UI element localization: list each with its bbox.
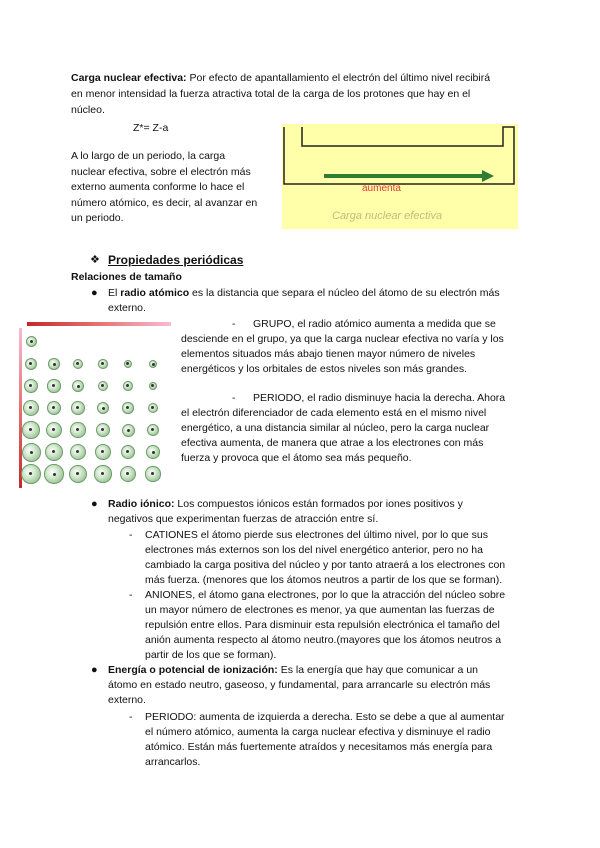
atom-sphere bbox=[70, 444, 87, 461]
atom-nucleus bbox=[126, 406, 129, 409]
atom-sphere bbox=[71, 401, 85, 415]
atom-sphere bbox=[45, 443, 63, 461]
atom-nucleus bbox=[101, 428, 104, 431]
grupo-dash: - bbox=[232, 318, 236, 330]
radio-ionico-line1 bbox=[108, 497, 463, 513]
atom-nucleus bbox=[126, 362, 129, 365]
atom-sphere bbox=[95, 444, 111, 460]
atom-sphere bbox=[73, 359, 83, 369]
atom-sphere bbox=[122, 424, 135, 437]
carga-paragraph-line1: A lo largo de un periodo, la carga bbox=[71, 150, 226, 162]
atom-sphere bbox=[23, 400, 39, 416]
atom-nucleus bbox=[76, 472, 79, 475]
atom-nucleus bbox=[101, 450, 104, 453]
radio-atomico-l1-post: es la distancia que separa el núcleo del átomo de su electrón más bbox=[189, 287, 500, 299]
carga-intro bbox=[71, 71, 531, 87]
atom-nucleus bbox=[29, 384, 32, 387]
atom-sphere bbox=[149, 360, 157, 368]
atom-sphere bbox=[123, 381, 133, 391]
periodo-dash: - bbox=[232, 392, 236, 404]
atom-sphere bbox=[97, 402, 110, 415]
atom-sphere bbox=[46, 422, 62, 438]
propiedades-heading: Propiedades periódicas bbox=[108, 253, 244, 267]
radio-atomico-l1-pre: El bbox=[108, 287, 121, 299]
energia-l1-post: Es la energía que hay que comunicar a un bbox=[277, 664, 478, 676]
atom-nucleus bbox=[101, 384, 104, 387]
radio-atomico-line2: externo. bbox=[108, 302, 146, 314]
aniones-line5: partir de los que se forman). bbox=[145, 649, 277, 661]
atom-nucleus bbox=[29, 362, 32, 365]
carga-paragraph-line3: externo aumenta conforme lo hace el bbox=[71, 181, 245, 193]
energia-title: Energía o potencial de ionización: bbox=[108, 664, 278, 676]
aniones-line2: un mayor número de electrones es menor, ya que aumentan las fuerzas de bbox=[145, 604, 495, 616]
atom-sphere bbox=[146, 445, 160, 459]
atom-nucleus bbox=[126, 472, 129, 475]
atom-sphere bbox=[47, 401, 62, 416]
atom-nucleus bbox=[29, 406, 32, 409]
atom-nucleus bbox=[102, 407, 105, 410]
atom-sphere bbox=[72, 380, 84, 392]
atom-nucleus bbox=[52, 450, 55, 453]
energia-bullet: ● bbox=[91, 664, 98, 676]
energia-periodo-dash: - bbox=[129, 711, 133, 723]
atom-sphere bbox=[148, 403, 158, 413]
grupo-line1: GRUPO, el radio atómico aumenta a medida que se bbox=[253, 318, 496, 330]
periodo-line3: energético, a una distancia similar al núcleo, pero la carga nuclear bbox=[181, 422, 490, 434]
trend-bar bbox=[27, 322, 171, 326]
energia-periodo-line1: PERIODO: aumenta de izquierda a derecha. Esto se debe a que al aumentar bbox=[145, 711, 505, 723]
atom-nucleus bbox=[101, 362, 104, 365]
carga-formula: Z*= Z-a bbox=[133, 122, 169, 134]
aniones-line4: anión aumenta respecto al átomo neutro.(mayores que los átomos neutros a bbox=[145, 634, 502, 646]
atom-nucleus bbox=[76, 362, 79, 365]
atom-nucleus bbox=[152, 363, 155, 366]
aniones-line1: ANIONES, el átomo gana electrones, por lo que la atracción del núcleo sobre bbox=[145, 589, 506, 601]
energia-line1 bbox=[108, 663, 478, 679]
atom-nucleus bbox=[151, 406, 154, 409]
atom-nucleus bbox=[76, 450, 79, 453]
atom-sphere bbox=[98, 359, 107, 368]
atom-sphere bbox=[24, 379, 38, 393]
periodo-line1: PERIODO, el radio disminuye hacia la derecha. Ahora bbox=[253, 392, 506, 404]
grupo-line2: desciende en el grupo, ya que la carga nuclear efectiva no varía y los bbox=[181, 333, 504, 345]
atom-sphere bbox=[121, 445, 136, 460]
radio-ionico-line2: negativos que experimentan fuerzas de atracción entre sí. bbox=[108, 513, 379, 525]
cationes-dash: - bbox=[129, 529, 133, 541]
atomic-radius-table-figure bbox=[15, 322, 173, 492]
atom-nucleus bbox=[126, 384, 129, 387]
energia-periodo-line3: atómico. Están más fuertemente atraídos y necesitamos más energía para bbox=[145, 741, 493, 753]
carga-intro-line1: Por efecto de apantallamiento el electrón del último nivel recibirá bbox=[186, 72, 491, 84]
atom-nucleus bbox=[30, 451, 33, 454]
atom-sphere bbox=[147, 424, 159, 436]
atom-sphere bbox=[21, 464, 42, 485]
radio-ionico-bullet: ● bbox=[91, 498, 98, 510]
periodo-line2: el electrón diferenciador de cada elemento está en el mismo nivel bbox=[181, 407, 487, 419]
atom-sphere bbox=[70, 422, 85, 437]
carga-paragraph-line4: número atómico, es decir, al avanzar en bbox=[71, 197, 258, 209]
carga-intro-line2: en menor intensidad la fuerza atractiva total de la carga de los protones que hay en el bbox=[71, 88, 471, 100]
atom-nucleus bbox=[52, 428, 55, 431]
cationes-line3: cambiado la carga positiva del núcleo y por tanto atraerá a los electrones con bbox=[145, 559, 506, 571]
carga-title: Carga nuclear efectiva: bbox=[71, 72, 187, 84]
atom-nucleus bbox=[152, 451, 155, 454]
radio-ionico-title: Radio iónico: bbox=[108, 498, 175, 510]
carga-nuclear-figure bbox=[282, 124, 518, 229]
atom-sphere bbox=[98, 381, 109, 392]
atom-nucleus bbox=[52, 384, 55, 387]
radio-atomico-bullet: ● bbox=[91, 287, 98, 299]
atom-nucleus bbox=[77, 385, 80, 388]
trend-bar-vertical bbox=[19, 328, 22, 488]
atom-nucleus bbox=[126, 450, 129, 453]
atom-nucleus bbox=[151, 384, 154, 387]
grupo-line3: elementos situados más abajo tienen mayor número de niveles bbox=[181, 348, 476, 360]
aniones-dash: - bbox=[129, 589, 133, 601]
radio-ionico-l1-post: Los compuestos iónicos están formados por iones positivos y bbox=[174, 498, 463, 510]
atom-sphere bbox=[120, 466, 136, 482]
atom-sphere bbox=[26, 336, 37, 347]
atom-sphere bbox=[47, 379, 60, 392]
atom-nucleus bbox=[30, 340, 33, 343]
atom-sphere bbox=[122, 402, 133, 413]
atom-sphere bbox=[96, 423, 110, 437]
atom-sphere bbox=[69, 465, 87, 483]
atom-nucleus bbox=[76, 406, 79, 409]
atom-nucleus bbox=[29, 428, 32, 431]
atom-nucleus bbox=[151, 472, 154, 475]
atom-sphere bbox=[149, 382, 158, 391]
cationes-line1: CATIONES el átomo pierde sus electrones del último nivel, por lo que sus bbox=[145, 529, 488, 541]
cationes-line4: más fuerza. (menores que los átomos neutros a partir de los que se forman). bbox=[145, 574, 503, 586]
atom-sphere bbox=[145, 466, 160, 481]
periodo-line5: fuerza y provoca que el átomo sea más pequeño. bbox=[181, 452, 412, 464]
atom-nucleus bbox=[29, 472, 32, 475]
atom-nucleus bbox=[101, 472, 104, 475]
atom-nucleus bbox=[76, 428, 79, 431]
grupo-line4: energéticos y los orbitales de estos niveles son más grandes. bbox=[181, 363, 467, 375]
carga-paragraph-line5: un periodo. bbox=[71, 212, 124, 224]
energia-periodo-line4: arrancarlos. bbox=[145, 756, 201, 768]
aniones-line3: repulsión entre ellos. Para disminuir esta repulsión electrónica el tamaño del bbox=[145, 619, 500, 631]
relaciones-subheading: Relaciones de tamaño bbox=[71, 271, 182, 283]
radio-atomico-line1 bbox=[108, 286, 500, 302]
atom-nucleus bbox=[53, 473, 56, 476]
carga-paragraph-line2: nuclear efectiva, sobre el electrón más bbox=[71, 166, 251, 178]
atom-sphere bbox=[48, 358, 60, 370]
atom-nucleus bbox=[127, 429, 130, 432]
energia-line2: átomo en estado neutro, gaseoso, y fundamental, para arrancarle su electrón más bbox=[108, 679, 491, 691]
atom-sphere bbox=[25, 358, 38, 371]
periodo-line4: efectiva aumenta, de manera que atrae a los electrones con más bbox=[181, 437, 484, 449]
atom-nucleus bbox=[53, 363, 56, 366]
energia-line3: externo. bbox=[108, 694, 146, 706]
atom-nucleus bbox=[151, 428, 154, 431]
carga-intro-line3: núcleo. bbox=[71, 104, 105, 116]
atom-sphere bbox=[22, 443, 41, 462]
atom-sphere bbox=[124, 360, 132, 368]
atom-nucleus bbox=[52, 406, 55, 409]
atom-sphere bbox=[94, 465, 111, 482]
atom-sphere bbox=[44, 464, 64, 484]
propiedades-bullet: ❖ bbox=[90, 254, 100, 266]
atom-sphere bbox=[22, 421, 39, 438]
figure-caption: Carga nuclear efectiva bbox=[332, 210, 443, 222]
cationes-line2: electrones más externos son los del nivel energético anterior, pero no ha bbox=[145, 544, 483, 556]
radio-atomico-term: radio atómico bbox=[120, 287, 190, 299]
arrow-label: aumenta bbox=[362, 183, 401, 194]
energia-periodo-line2: el número atómico, aumenta la carga nuclear efectiva y disminuye el radio bbox=[145, 726, 491, 738]
